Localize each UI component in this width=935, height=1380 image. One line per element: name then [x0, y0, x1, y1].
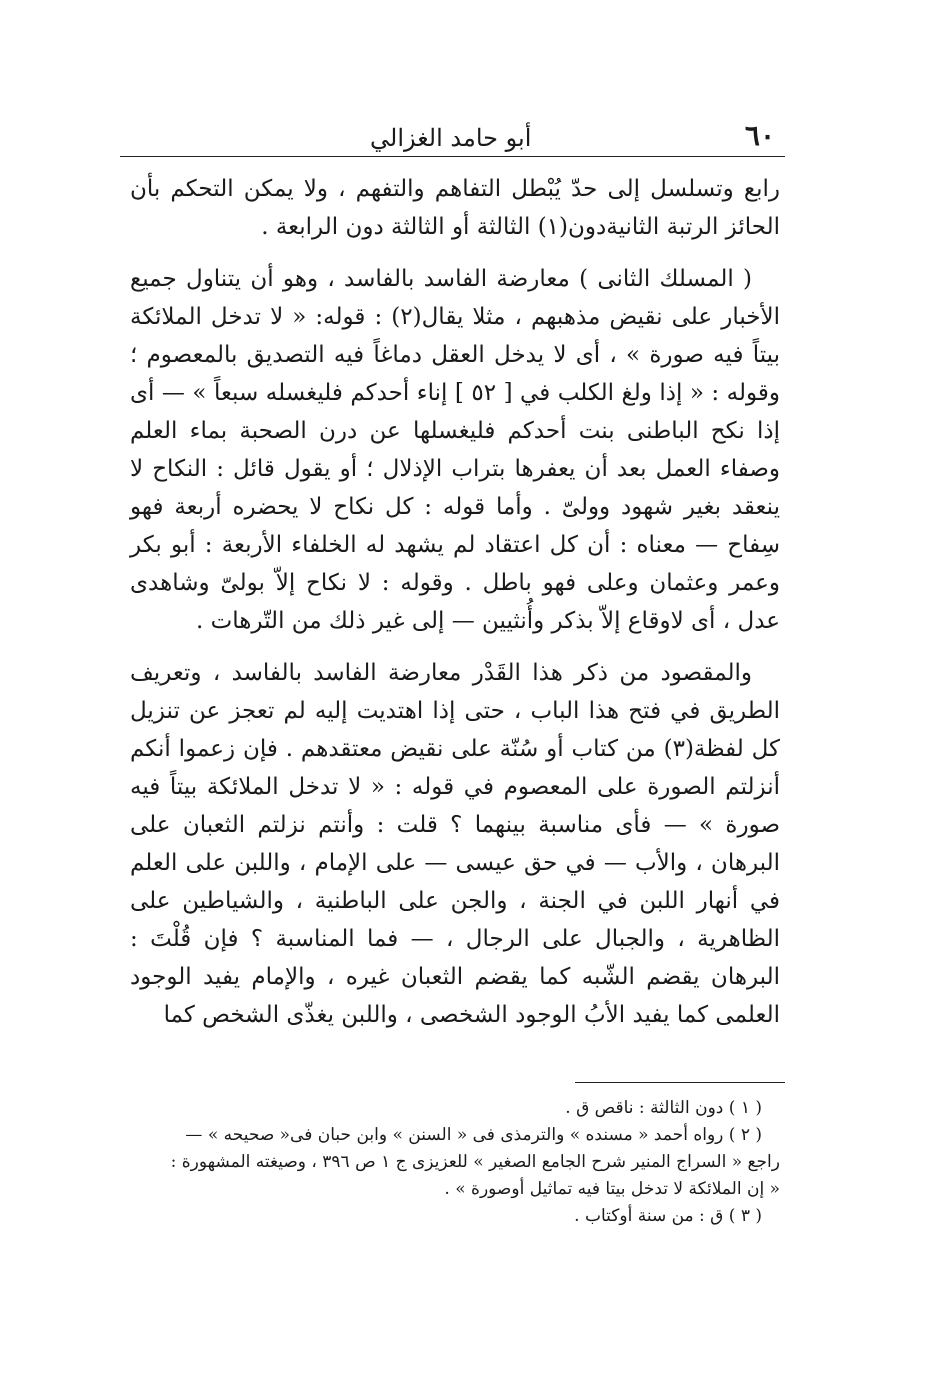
paragraph: رابع وتسلسل إلى حدّ يُبْطل التفاهم والتفهم ، ولا يمكن التحكم بأن الحائز الرتبة الثانيةدون(١) الثالثة أو الثالثة دون الرابعة . [130, 176, 780, 240]
footnote-divider [575, 1082, 785, 1083]
paragraph: والمقصود من ذكر هذا القَدْر معارضة الفاسد بالفاسد ، وتعريف الطريق في فتح هذا الباب ، حتى إذا اهتديت إليه لم تعجز عن تنزيل كل لفظة(٣) من كتاب أو سُنّة على نقيض معتقدهم . فإن زعموا أنكم أنزلتم الصورة على المعصوم في قوله : « لا تدخل الملائكة بيتاً فيه صورة » — فأى مناسبة بينهما ؟ قلت : وأنتم نزلتم الثعبان على البرهان ، والأب — في حق عيسى — على الإمام ، واللبن على العلم في أنهار اللبن في الجنة ، والجن على الباطنية ، والشياطين على الظاهرية ، والجبال على الرجال ، — فما المناسبة ؟ فإن قُلْتَ : البرهان يقضم الشّبه كما يقضم الثعبان غيره ، والإمام يفيد الوجود العلمى كما يفيد الأبُ الوجود الشخصى ، واللبن يغذّى الشخص كما [130, 660, 780, 1028]
footnote: ( ٢ ) رواه أحمد « مسنده » والترمذى فى « السنن » وابن حبان فى« صحيحه » — [185, 1125, 762, 1145]
footnote: ( ١ ) دون الثالثة : ناقص ق . [565, 1098, 762, 1118]
main-text [130, 170, 780, 1048]
footnote: ( ٣ ) ق : من سنة أوكتاب . [574, 1206, 762, 1226]
footnote-continuation: راجع « السراج المنير شرح الجامع الصغير » للعزيزى ج ١ ص ٣٩٦ ، وصيغته المشهورة : [170, 1152, 780, 1172]
running-title: أبو حامد الغزالي [370, 124, 532, 152]
footnotes [130, 1095, 780, 1230]
footnote-continuation: « إن الملائكة لا تدخل بيتا فيه تماثيل أوصورة » . [444, 1179, 780, 1199]
page-number: ٦٠ [744, 119, 775, 152]
paragraph: ( المسلك الثانى ) معارضة الفاسد بالفاسد ، وهو أن يتناول جميع الأخبار على نقيض مذهبهم ، مثلا يقال(٢) : قوله: « لا تدخل الملائكة بيتاً فيه صورة » ، أى لا يدخل العقل دماغاً فيه التصديق بالمعصوم ؛ وقوله : « إذا ولغ الكلب في [ ٥٢ ] إناء أحدكم فليغسله سبعاً » — أى إذا نكح الباطنى بنت أحدكم فليغسلها عن درن الصحبة بماء العلم وصفاء العمل بعد أن يعفرها بتراب الإذلال ؛ أو يقول قائل : النكاح لا ينعقد بغير شهود وولىّ . وأما قوله : كل نكاح لا يحضره أربعة فهو سِفاح — معناه : أن كل اعتقاد لم يشهد له الخلفاء الأربعة : أبو بكر وعمر وعثمان وعلى فهو باطل . وقوله : لا نكاح إلاّ بولىّ وشاهدى عدل ، أى لاوقاع إلاّ بذكر وأُنثيين — إلى غير ذلك من التّرهات . [130, 266, 781, 634]
page-header [120, 108, 785, 157]
